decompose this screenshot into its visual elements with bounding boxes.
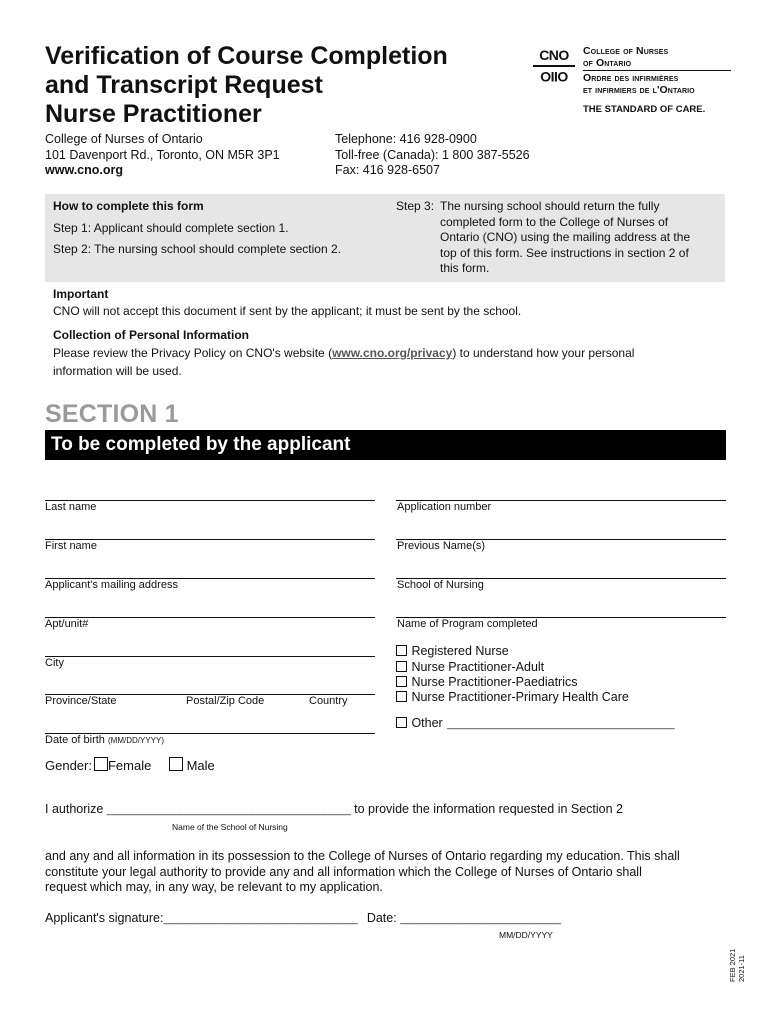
authorize-line [45, 802, 623, 819]
other-label: Other [411, 716, 443, 730]
checkbox[interactable] [396, 645, 407, 656]
footer-codes [728, 949, 746, 982]
other-input[interactable]: _________________________________________ [447, 718, 675, 730]
org-address: 101 Davenport Rd., Toronto, ON M5R 3P1 [45, 147, 280, 162]
dob-format: (MM/DD/YYYY) [107, 736, 164, 745]
last-name-label: Last name [45, 501, 97, 513]
city-label: City [45, 657, 64, 669]
important-heading: Important [53, 287, 109, 301]
postal-label: Postal/Zip Code [186, 695, 265, 707]
program-option-other[interactable] [396, 714, 674, 732]
female-label: Female [107, 758, 152, 773]
program-label: Name of Program completed [397, 618, 538, 630]
program-option-label: Registered Nurse [411, 644, 509, 658]
checkbox[interactable] [396, 717, 407, 728]
step-3-line: completed form to the College of Nurses of [440, 214, 669, 229]
section-1-title: SECTION 1 [45, 400, 179, 428]
logo-english-line-2: of Ontario [583, 56, 632, 69]
authorize-suffix: to provide the information requested in Section 2 [354, 802, 624, 816]
city-field[interactable] [45, 656, 375, 657]
privacy-link[interactable]: www.cno.org/privacy [332, 346, 453, 360]
important-text: CNO will not accept this document if sent by the applicant; it must be sent by the school. [53, 304, 522, 318]
contact-phone [335, 132, 530, 179]
step-3-text [440, 199, 725, 277]
logo-english [583, 46, 668, 69]
authorize-prefix: I authorize [45, 802, 104, 816]
step-2: Step 2: The nursing school should complete section 2. [53, 242, 341, 256]
privacy-post: ) to understand how your personal [452, 346, 635, 360]
step-3-line: The nursing school should return the fully [440, 199, 660, 213]
dob-label [45, 734, 164, 746]
authorization-line: constitute your legal authority to provide any and all information which the College of Nurses of Ontario shall [45, 864, 642, 879]
school-name-input[interactable]: ____________________________________________ [106, 804, 351, 816]
apt-label: Apt/unit# [45, 618, 89, 630]
date-caption: MM/DD/YYYY [499, 930, 553, 940]
program-option-label: Nurse Practitioner-Adult [411, 660, 545, 674]
cno-logo-mark [533, 46, 575, 88]
step-3-line: top of this form. See instructions in section 2 of [440, 245, 689, 260]
application-number-label: Application number [397, 501, 492, 513]
signature-input[interactable]: ___________________________________ [163, 913, 358, 925]
instructions-heading: How to complete this form [53, 199, 204, 213]
date-input[interactable]: _____________________________ [400, 913, 561, 925]
program-option-np-phc[interactable] [396, 688, 629, 706]
signature-label: Applicant's signature: [45, 911, 164, 925]
logo-mark-bar [533, 65, 575, 67]
tollfree: Toll-free (Canada): 1 800 387-5526 [335, 147, 530, 162]
org-website[interactable]: www.cno.org [45, 163, 124, 177]
privacy-line-2: information will be used. [53, 364, 182, 378]
org-name: College of Nurses of Ontario [45, 132, 203, 146]
section-1-bar: To be completed by the applicant [45, 430, 726, 460]
title-line-1: Verification of Course Completion [45, 42, 448, 70]
logo-french [583, 73, 695, 96]
logo-tagline: THE STANDARD OF CARE. [583, 104, 706, 115]
logo-french-line-1: Ordre des infirmières [583, 72, 679, 84]
province-label: Province/State [45, 695, 117, 707]
form-title [45, 42, 515, 129]
school-name-caption: Name of the School of Nursing [172, 822, 288, 832]
gender-label: Gender: [45, 758, 92, 773]
male-label: Male [186, 758, 215, 773]
logo-mark-top: CNO [539, 47, 569, 63]
privacy-text [53, 346, 634, 362]
country-label: Country [309, 695, 348, 707]
signature-line [45, 911, 561, 928]
privacy-heading: Collection of Personal Information [53, 328, 250, 342]
date-label: Date: [366, 911, 397, 925]
logo-mark-bottom: OIIO [540, 69, 568, 85]
title-line-3: Nurse Practitioner [45, 100, 262, 128]
title-line-2: and Transcript Request [45, 71, 323, 99]
gender-group [45, 757, 215, 773]
step-1: Step 1: Applicant should complete section 1. [53, 221, 289, 235]
program-option-label: Nurse Practitioner-Primary Health Care [411, 690, 629, 704]
school-label: School of Nursing [397, 579, 484, 591]
dob-label-text: Date of birth [45, 734, 105, 746]
female-checkbox[interactable] [94, 757, 108, 771]
mailing-address-label: Applicant's mailing address [45, 579, 178, 591]
step-3-line: this form. [440, 261, 490, 275]
checkbox[interactable] [396, 661, 407, 672]
authorization-line: request which may, in any way, be relevant to my application. [45, 880, 383, 894]
step-3-label: Step 3: [396, 199, 435, 213]
previous-names-label: Previous Name(s) [397, 540, 486, 552]
footer-date: FEB 2021 [728, 948, 737, 982]
authorization-line: and any and all information in its possession to the College of Nurses of Ontario regarding my education. This shall [45, 849, 680, 863]
checkbox[interactable] [396, 691, 407, 702]
logo-english-line-1: College of Nurses [583, 45, 669, 57]
apt-field[interactable] [45, 617, 375, 618]
telephone: Telephone: 416 928-0900 [335, 132, 477, 146]
logo-french-line-2: et infirmiers de l'Ontario [583, 83, 695, 96]
male-checkbox[interactable] [169, 757, 183, 771]
program-option-label: Nurse Practitioner-Paediatrics [411, 675, 578, 689]
checkbox[interactable] [396, 676, 407, 687]
footer-code: 2021-11 [737, 955, 746, 982]
fax: Fax: 416 928-6507 [335, 163, 440, 177]
cno-logo [533, 46, 733, 116]
contact-address [45, 132, 280, 179]
first-name-label: First name [45, 540, 97, 552]
step-3-line: Ontario (CNO) using the mailing address at the [440, 230, 691, 244]
privacy-pre: Please review the Privacy Policy on CNO's website ( [53, 346, 333, 360]
logo-divider [583, 70, 731, 71]
authorization-text [45, 849, 680, 896]
